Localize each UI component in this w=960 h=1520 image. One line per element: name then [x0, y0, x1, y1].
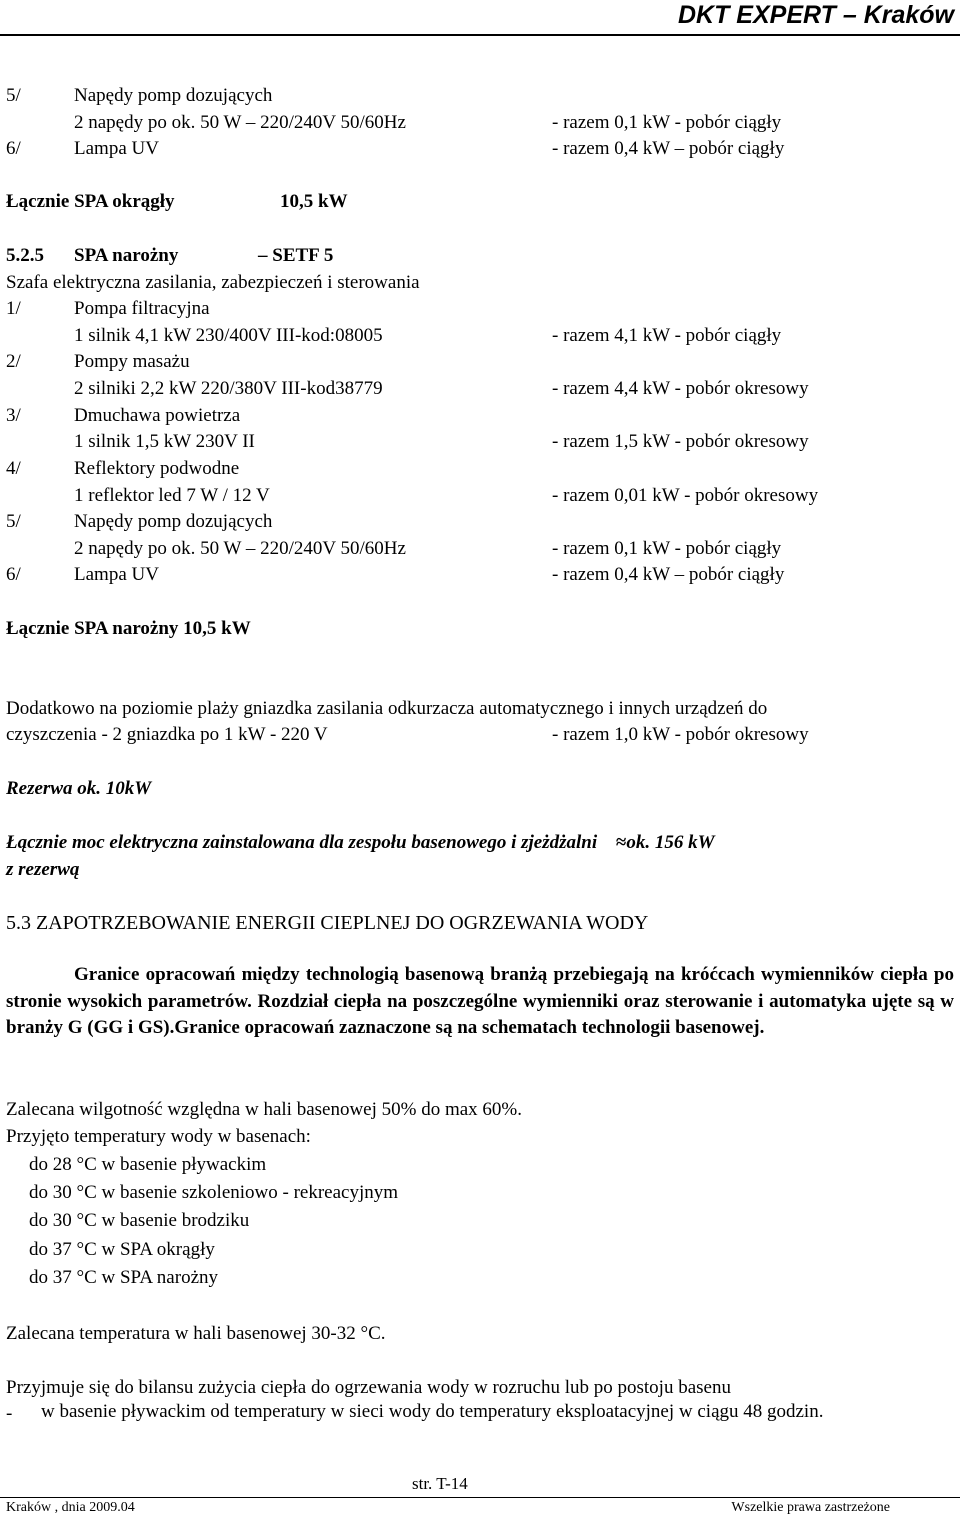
section-title: SPA narożny — [74, 245, 179, 266]
humidity-line: Zalecana wilgotność względna w hali basenowej 50% do max 60%. — [6, 1099, 523, 1120]
footer-left: Kraków , dnia 2009.04 — [6, 1500, 135, 1515]
temp-item: do 37 °C w SPA narożny — [29, 1267, 218, 1288]
item-power: - razem 4,1 kW - pobór ciągły — [552, 325, 782, 346]
item-power: - razem 1,5 kW - pobór okresowy — [552, 431, 809, 452]
total-value: 10,5 kW — [280, 191, 348, 212]
item-number: 2/ — [6, 351, 21, 372]
document-header — [678, 3, 954, 28]
temp-item: do 30 °C w basenie szkoleniowo - rekreacyjnym — [29, 1182, 399, 1203]
item-title: Lampa UV — [74, 138, 159, 159]
grand-total-note: z rezerwą — [6, 859, 80, 880]
header-city: Kraków — [863, 1, 954, 29]
item-number: 1/ — [6, 298, 21, 319]
item-detail: 2 napędy po ok. 50 W – 220/240V 50/60Hz — [74, 538, 406, 559]
item-number: 4/ — [6, 458, 21, 479]
item-detail: 1 silnik 4,1 kW 230/400V III-kod:08005 — [74, 325, 383, 346]
hall-temp-line: Zalecana temperatura w hali basenowej 30-32 °C. — [6, 1323, 386, 1344]
bullet-text: w basenie pływackim od temperatury w sieci wody do temperatury eksploatacyjnej w ciągu 48 godzin. — [41, 1401, 824, 1422]
footer-right: Wszelkie prawa zastrzeżone — [731, 1500, 890, 1515]
item-number: 3/ — [6, 405, 21, 426]
item-detail: 1 reflektor led 7 W / 12 V — [74, 485, 270, 506]
item-title: Reflektory podwodne — [74, 458, 240, 479]
item-detail: 1 silnik 1,5 kW 230V II — [74, 431, 255, 452]
header-rule — [0, 34, 960, 36]
item-title: Napędy pomp dozujących — [74, 85, 273, 106]
balance-intro: Przyjmuje się do bilansu zużycia ciepła do ogrzewania wody w rozruchu lub po postoju basenu — [6, 1377, 731, 1398]
bullet-dash: - — [6, 1403, 13, 1424]
temp-item: do 28 °C w basenie pływackim — [29, 1154, 267, 1175]
temp-item: do 30 °C w basenie brodziku — [29, 1210, 250, 1231]
item-power: - razem 0,1 kW - pobór ciągły — [552, 538, 782, 559]
cabinet-line: Szafa elektryczna zasilania, zabezpieczeń i sterowania — [6, 272, 420, 293]
item-number: 6/ — [6, 138, 21, 159]
item-detail: 2 silniki 2,2 kW 220/380V III-kod38779 — [74, 378, 383, 399]
item-power: - razem 4,4 kW - pobór okresowy — [552, 378, 809, 399]
grand-total-text: Łącznie moc elektryczna zainstalowana dla zespołu basenowego i zjeżdżalni — [6, 832, 598, 853]
section-heading: 5.3 ZAPOTRZEBOWANIE ENERGII CIEPLNEJ DO OGRZEWANIA WODY — [6, 912, 649, 934]
grand-total-value: ok. 156 kW — [626, 832, 715, 853]
header-brand: DKT EXPERT — [677, 1, 836, 29]
header-separator: – — [842, 1, 857, 29]
total-label: Łącznie SPA narożny 10,5 kW — [6, 618, 251, 639]
item-title: Lampa UV — [74, 564, 159, 585]
item-power: - razem 0,01 kW - pobór okresowy — [552, 485, 819, 506]
item-detail: 2 napędy po ok. 50 W – 220/240V 50/60Hz — [74, 112, 406, 133]
item-power: - razem 0,1 kW - pobór ciągły — [552, 112, 782, 133]
item-number: 6/ — [6, 564, 21, 585]
footer-rule — [0, 1497, 960, 1498]
item-number: 5/ — [6, 511, 21, 532]
item-title: Pompy masażu — [74, 351, 190, 372]
item-power: - razem 0,4 kW – pobór ciągły — [552, 564, 785, 585]
temps-intro: Przyjęto temperatury wody w basenach: — [6, 1126, 311, 1147]
item-power: - razem 0,4 kW – pobór ciągły — [552, 138, 785, 159]
item-title: Dmuchawa powietrza — [74, 405, 241, 426]
approx-symbol: ≈ — [615, 832, 627, 853]
extra-line: czyszczenia - 2 gniazdka po 1 kW - 220 V — [6, 724, 328, 745]
total-label: Łącznie SPA okrągły — [6, 191, 175, 212]
section-number: 5.2.5 — [6, 245, 44, 266]
extra-line: Dodatkowo na poziomie plaży gniazdka zasilania odkurzacza automatycznego i innych urządzeń do — [6, 698, 768, 719]
page-number: str. T-14 — [412, 1474, 468, 1493]
reserve-line: Rezerwa ok. 10kW — [6, 778, 152, 799]
section-code: – SETF 5 — [258, 245, 334, 266]
temp-item: do 37 °C w SPA okrągły — [29, 1239, 215, 1260]
item-title: Pompa filtracyjna — [74, 298, 210, 319]
item-number: 5/ — [6, 85, 21, 106]
bold-paragraph: Granice opracowań między technologią basenową branżą przebiegają na króćcach wymienników ciepła po stronie wysokich parametrów. Rozdział ciepła na poszczególne wymienniki oraz sterowanie i automatyka ujęte są w branży G (GG i GS).Granice opracowań zaznaczone są na schematach technologii basenowej. — [6, 964, 954, 1038]
item-title: Napędy pomp dozujących — [74, 511, 273, 532]
item-power: - razem 1,0 kW - pobór okresowy — [552, 724, 809, 745]
grand-total-line — [6, 833, 715, 852]
